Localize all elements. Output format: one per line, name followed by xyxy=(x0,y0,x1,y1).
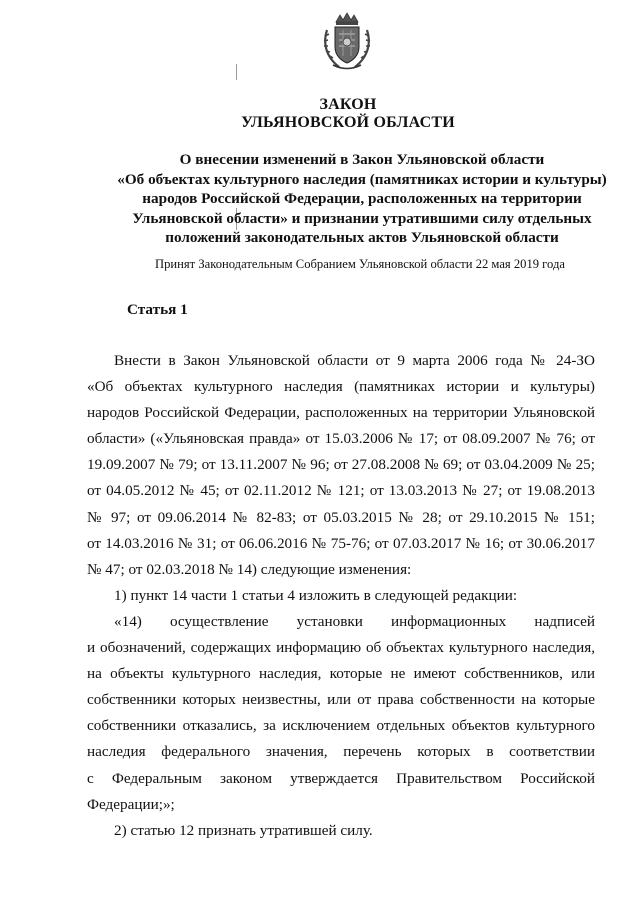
subject-line: Ульяновской области» и признании утратившими силу отдельных xyxy=(132,209,592,227)
coat-of-arms-icon xyxy=(321,12,373,72)
body-line: Внести в Закон Ульяновской области от 9 марта 2006 года № 24-ЗО xyxy=(114,352,595,369)
body-line: от 14.03.2016 № 31; от 06.06.2016 № 75-76; от 07.03.2017 № 16; от 30.06.2017 xyxy=(87,534,595,552)
body-line: № 47; от 02.03.2018 № 14) следующие изменения: xyxy=(87,560,412,578)
body-line: № 97; от 09.06.2014 № 82-83; от 05.03.2015 № 28; от 29.10.2015 № 151; xyxy=(87,508,595,526)
article-body xyxy=(87,348,595,844)
body-line: Федерации;»; xyxy=(87,795,175,813)
subject-line: О внесении изменений в Закон Ульяновской области xyxy=(179,151,545,168)
body-line: народов Российской Федерации, расположенных на территории Ульяновской xyxy=(87,404,595,422)
body-line: собственники отказались, за исключением отдельных объектов культурного xyxy=(87,717,595,735)
adoption-note: Принят Законодательным Собранием Ульяновской области 22 мая 2019 года xyxy=(155,257,565,271)
body-line: собственники которых неизвестны, или от права собственности на которые xyxy=(87,691,595,709)
body-line: на объекты культурного наследия, которые не имеют собственников, или xyxy=(87,665,595,683)
law-subject xyxy=(92,150,632,248)
subject-line: «Об объектах культурного наследия (памятниках истории и культуры) xyxy=(117,170,607,188)
list-item: 1) пункт 14 части 1 статьи 4 изложить в следующей редакции: xyxy=(114,586,518,604)
body-line: от 04.05.2012 № 45; от 02.11.2012 № 121; от 13.03.2013 № 27; от 19.08.2013 xyxy=(87,482,595,500)
law-title: ЗАКОН xyxy=(319,96,377,113)
margin-mark xyxy=(236,64,237,80)
body-line: и обозначений, содержащих информацию об объектах культурного наследия, xyxy=(87,639,595,657)
body-line: «14) осуществление установки информационных надписей xyxy=(114,612,595,630)
list-item: 2) статью 12 признать утратившей силу. xyxy=(114,821,373,839)
body-line: наследия федерального значения, перечень которых в соответствии xyxy=(87,743,595,761)
body-line: с Федеральным законом утверждается Правительством Российской xyxy=(87,769,595,787)
article-heading: Статья 1 xyxy=(127,301,188,318)
body-line: «Об объектах культурного наследия (памятниках истории и культуры) xyxy=(87,378,595,396)
law-region-title: УЛЬЯНОВСКОЙ ОБЛАСТИ xyxy=(241,114,455,131)
subject-line: народов Российской Федерации, расположенных на территории xyxy=(142,190,582,207)
subject-line: положений законодательных актов Ульяновской области xyxy=(165,229,559,246)
body-line: 19.09.2007 № 79; от 13.11.2007 № 96; от 27.08.2008 № 69; от 03.04.2009 № 25; xyxy=(87,456,595,474)
body-line: области» («Ульяновская правда» от 15.03.2006 № 17; от 08.09.2007 № 76; от xyxy=(87,430,595,448)
